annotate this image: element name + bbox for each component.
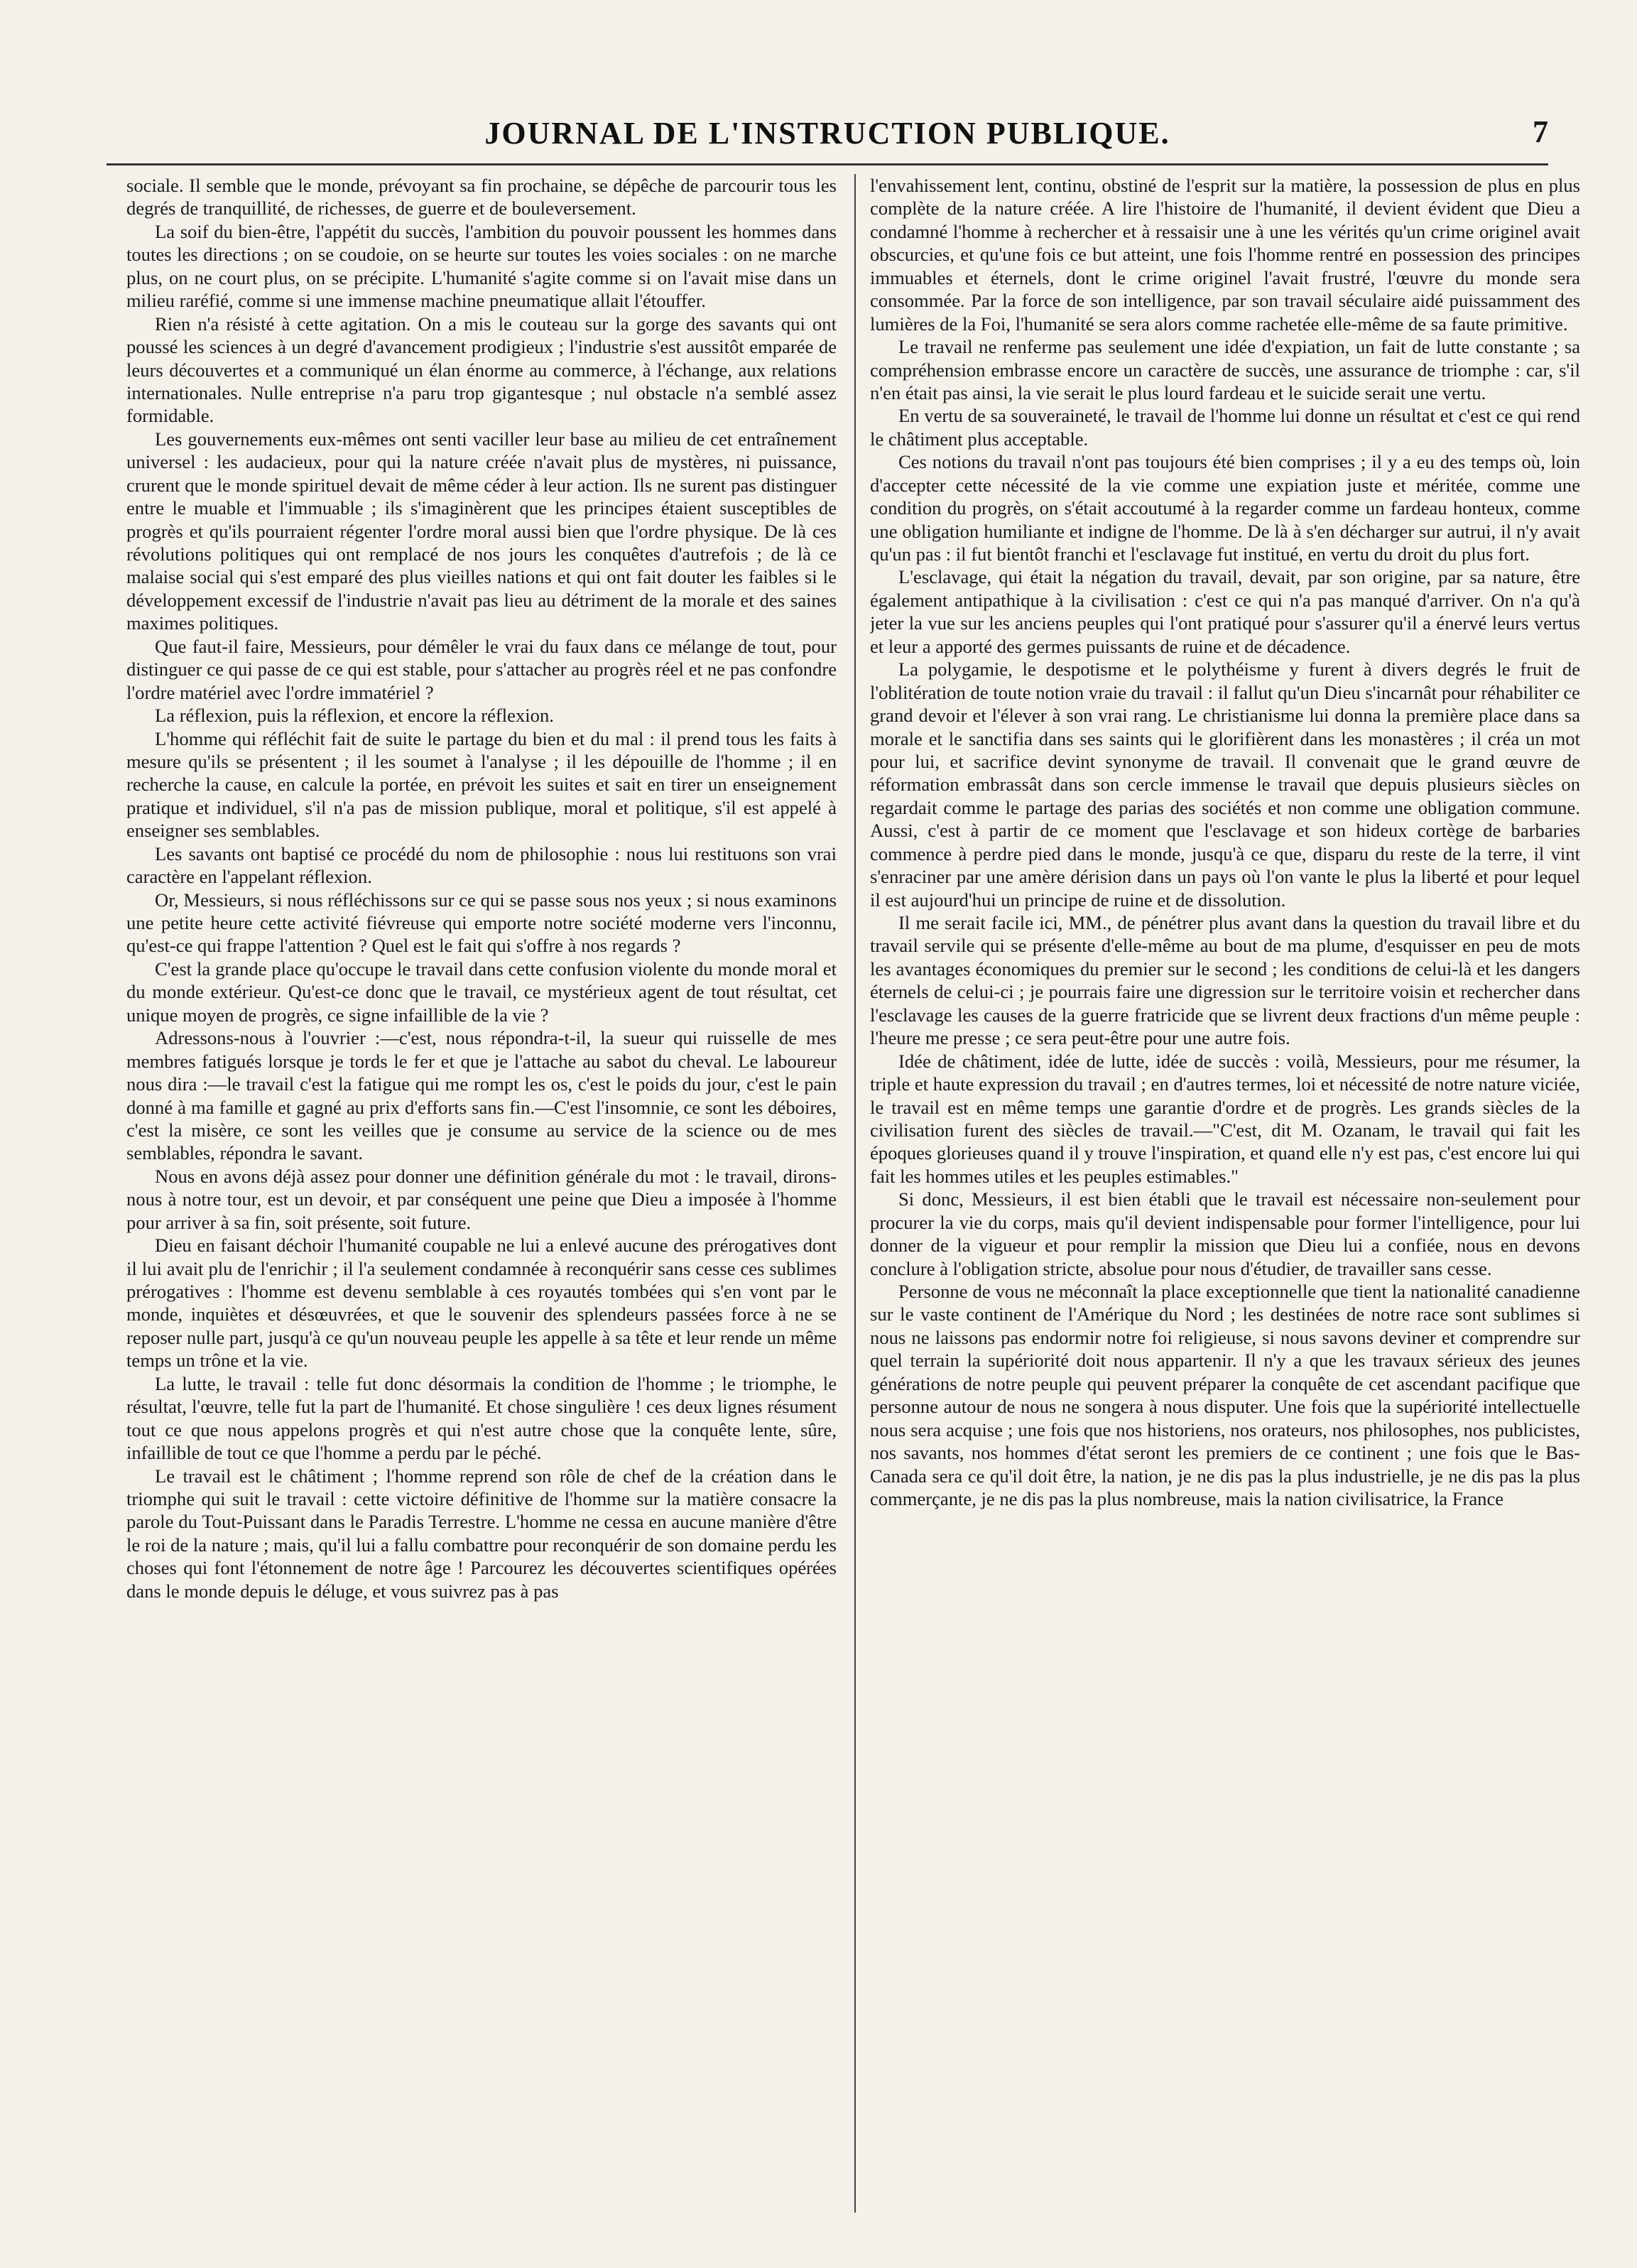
paragraph: Personne de vous ne méconnaît la place exceptionnelle que tient la nationalité canadienne sur le vaste continent de l'Amérique du Nord ; les destinées de notre race sont sublimes si nous ne laissons pas endormir notre foi religieuse, si nous savons deviner et comprendre sur quel terrain la supériorité doit nous appartenir. Il n'y a que les travaux sérieux des jeunes générations de notre peuple qui peuvent préparer la conquête de cet ascendant pacifique que personne autour de nous ne songera à nous disputer. Une fois que la supériorité intellectuelle nous sera acquise ; une fois que nos historiens, nos orateurs, nos philosophes, nos publicistes, nos savants, nos hommes d'état seront les premiers de ce continent ; une fois que le Bas-Canada sera ce qu'il doit être, la nation, je ne dis pas la plus industrielle, je ne dis pas la plus commerçante, je ne dis pas la plus nombreuse, mais la nation civilisatrice, la France [870,1281,1580,1509]
column-divider [854,174,856,2213]
paragraph: Que faut-il faire, Messieurs, pour démêler le vrai du faux dans ce mélange de tout, pour distinguer ce qui passe de ce qui est stable, pour s'attacher au progrès réel et ne pas confondre l'ordre matériel avec l'ordre immatériel ? [126,635,837,703]
paragraph: Adressons-nous à l'ouvrier :—c'est, nous répondra-t-il, la sueur qui ruisselle de mes membres fatigués lorsque je tords le fer et que je l'attache au sabot du cheval. Le laboureur nous dira :—le travail c'est la fatigue qui me rompt les os, c'est le poids du jour, c'est le pain donné à ma famille et gagné au prix d'efforts sans fin.—C'est l'insomnie, ce sont les déboires, c'est la misère, ce sont les veilles que je consume au service de la science ou de mes semblables, répondra le savant. [126,1027,837,1164]
paragraph: La polygamie, le despotisme et le polythéisme y furent à divers degrés le fruit de l'oblitération de toute notion vraie du travail : il fallut qu'un Dieu s'incarnât pour réhabiliter ce grand devoir et l'élever à son vrai rang. Le christianisme lui donna la première place dans sa morale et le sanctifia dans ses saints qui le glorifièrent dans les monastères ; il créa un mot pour lui, et sacrifice devint synonyme de travail. Il convenait que le grand œuvre de réformation embrassât dans son cercle immense le travail que depuis plusieurs siècles on regardait comme le partage des parias des sociétés et non comme une obligation commune. Aussi, c'est à partir de ce moment que l'esclavage et son hideux cortège de barbaries commence à perdre pied dans le monde, jusqu'à ce que, disparu du reste de la terre, il vint s'enraciner par une amère dérision dans un pays où l'on vante le plus la liberté et pour lequel il est aujourd'hui un principe de ruine et de dissolution. [870,658,1580,911]
running-title: JOURNAL DE L'INSTRUCTION PUBLIQUE. [484,116,1170,151]
header-rule [107,163,1548,166]
paragraph: Nous en avons déjà assez pour donner une définition générale du mot : le travail, dirons-nous à notre tour, est un devoir, et par conséquent une peine que Dieu a imposée à l'homme pour arriver à sa fin, soit présente, soit future. [126,1165,837,1233]
paragraph: L'esclavage, qui était la négation du travail, devait, par son origine, par sa nature, être également antipathique à la civilisation : c'est ce qui n'a pas manqué d'arriver. On n'a qu'à jeter la vue sur les anciens peuples qui l'ont pratiqué pour s'assurer qu'il a énervé leurs vertus et leur a apporté des germes puissants de ruine et de décadence. [870,566,1580,657]
paragraph: Dieu en faisant déchoir l'humanité coupable ne lui a enlevé aucune des prérogatives dont il lui avait plu de l'enrichir ; il l'a seulement condamnée à reconquérir sans cesse ces sublimes prérogatives : l'homme est devenu semblable à ces royautés tombées qui s'en vont par le monde, inquiètes et désœuvrées, et que le souvenir des splendeurs passées force à ne se reposer nulle part, jusqu'à ce qu'un nouveau peuple les appelle à sa tête et leur rende un même temps un trône et la vie. [126,1235,837,1372]
paragraph: Ces notions du travail n'ont pas toujours été bien comprises ; il y a eu des temps où, loin d'accepter cette nécessité de la vie comme une expiation juste et méritée, comme une condition du progrès, on s'était accoutumé à la regarder comme un fardeau honteux, comme une obligation humiliante et indigne de l'homme. De là à s'en décharger sur autrui, il n'y avait qu'un pas : il fut bientôt franchi et l'esclavage fut institué, en vertu du droit du plus fort. [870,451,1580,565]
paragraph: sociale. Il semble que le monde, prévoyant sa fin prochaine, se dépêche de parcourir tous les degrés de tranquillité, de richesses, de guerre et de bouleversement. [126,175,837,219]
paragraph: La soif du bien-être, l'appétit du succès, l'ambition du pouvoir poussent les hommes dans toutes les directions ; on se coudoie, on se heurte sur toutes les voies sociales : on ne marche plus, on ne court plus, on se précipite. L'humanité s'agite comme si on l'avait mise dans un milieu raréfié, comme si une immense machine pneumatique allait l'étouffer. [126,220,837,312]
page-number: 7 [1533,114,1548,149]
paragraph: Le travail ne renferme pas seulement une idée d'expiation, un fait de lutte constante ; sa compréhension embrasse encore un caractère de succès, une assurance de triomphe : car, s'il n'en était pas ainsi, la vie serait le plus lourd fardeau et le suicide serait une vertu. [870,336,1580,403]
paragraph: Rien n'a résisté à cette agitation. On a mis le couteau sur la gorge des savants qui ont poussé les sciences à un degré d'avancement prodigieux ; l'industrie s'est aussitôt emparée de leurs découvertes et a communiqué un élan énorme au commerce, à l'échange, aux relations internationales. Nulle entreprise n'a paru trop gigantesque ; nul obstacle n'a semblé assez formidable. [126,313,837,427]
right-column [870,174,1580,2220]
paragraph: Les gouvernements eux-mêmes ont senti vaciller leur base au milieu de cet entraînement universel : les audacieux, pour qui la nature créée n'avait plus de mystères, ni puissance, crurent que le monde spirituel devait de même céder à leur action. Ils ne surent pas distinguer entre le muable et l'immuable ; ils s'imaginèrent que les principes étaient susceptibles de progrès et qu'ils pourraient régenter l'ordre moral aussi bien que l'ordre physique. De là ces révolutions politiques qui ont remplacé de nos jours les conquêtes d'autrefois ; de là ce malaise social qui s'est emparé des plus vieilles nations et qui ont fait douter les faibles si le développement excessif de l'industrie n'avait pas lieu au détriment de la morale et des saines maximes politiques. [126,428,837,634]
paragraph: En vertu de sa souveraineté, le travail de l'homme lui donne un résultat et c'est ce qui rend le châtiment plus acceptable. [870,405,1580,450]
paragraph: Si donc, Messieurs, il est bien établi que le travail est nécessaire non-seulement pour procurer la vie du corps, mais qu'il devient indispensable pour former l'intelligence, pour lui donner de la vigueur et pour remplir la mission que Dieu lui a confiée, nous en devons conclure à l'obligation stricte, absolue pour nous d'étudier, de travailler sans cesse. [870,1188,1580,1279]
paragraph: Idée de châtiment, idée de lutte, idée de succès : voilà, Messieurs, pour me résumer, la triple et haute expression du travail ; en d'autres termes, loi et nécessité de notre nature viciée, le travail est en même temps une garantie d'ordre et de progrès. Les grands siècles de la civilisation furent des siècles de travail.—"C'est, dit M. Ozanam, le travail qui fait les époques glorieuses quand il y trouve l'inspiration, et quand elle n'y est pas, c'est encore lui qui fait les hommes utiles et les peuples estimables." [870,1050,1580,1187]
paragraph: Le travail est le châtiment ; l'homme reprend son rôle de chef de la création dans le triomphe qui suit le travail : cette victoire définitive de l'homme sur la matière consacre la parole du Tout-Puissant dans le Paradis Terrestre. L'homme ne cessa en aucune manière d'être le roi de la nature ; mais, qu'il lui a fallu combattre pour reconquérir de son domaine perdu les choses qui font l'étonnement de notre âge ! Parcourez les découvertes scientifiques opérées dans le monde depuis le déluge, et vous suivrez pas à pas [126,1465,837,1602]
page-header [107,107,1548,156]
paragraph: Les savants ont baptisé ce procédé du nom de philosophie : nous lui restituons son vrai caractère en l'appelant réflexion. [126,842,837,888]
paragraph: l'envahissement lent, continu, obstiné de l'esprit sur la matière, la possession de plus en plus complète de la nature créée. A lire l'histoire de l'humanité, il devient évident que Dieu a condamné l'homme à rechercher et à ressaisir une à une les vérités qu'un crime originel avait obscurcies, et qu'une fois ce but atteint, une fois l'homme rentré en possession des principes immuables et éternels, dont le crime originel l'avait frustré, l'œuvre du monde sera consommée. Par la force de son intelligence, par son travail séculaire aidé puissamment des lumières de la Foi, l'humanité se sera alors comme rachetée elle-même de sa faute primitive. [870,175,1580,335]
left-column [126,174,837,2220]
paragraph: C'est la grande place qu'occupe le travail dans cette confusion violente du monde moral et du monde extérieur. Qu'est-ce donc que le travail, ce mystérieux agent de tout résultat, cet unique moyen de progrès, ce signe infaillible de la vie ? [126,957,837,1026]
paragraph: La lutte, le travail : telle fut donc désormais la condition de l'homme ; le triomphe, le résultat, l'œuvre, telle fut la part de l'humanité. Et chose singulière ! ces deux lignes résument tout ce que nous appelons progrès et qui n'est autre chose que la conquête lente, sûre, infaillible de tout ce que l'homme a perdu par le péché. [126,1372,837,1464]
paragraph: La réflexion, puis la réflexion, et encore la réflexion. [155,705,554,727]
paragraph: Il me serait facile ici, MM., de pénétrer plus avant dans la question du travail libre et du travail servile qui se présente d'elle-même au bout de ma plume, d'esquisser en peu de mots les avantages économiques du premier sur le second ; les conditions de celui-là et les dangers éternels de celui-ci ; je pourrais faire une digression sur le territoire voisin et rechercher dans l'esclavage les causes de la guerre fratricide que se livrent deux fractions d'un même peuple : l'heure me presse ; ce sera peut-être pour une autre fois. [870,912,1580,1049]
paragraph: Or, Messieurs, si nous réfléchissons sur ce qui se passe sous nos yeux ; si nous examinons une petite heure cette activité fiévreuse qui emporte notre société moderne vers l'inconnu, qu'est-ce qui frappe l'attention ? Quel est le fait qui s'offre à nos regards ? [126,889,837,957]
paragraph: L'homme qui réfléchit fait de suite le partage du bien et du mal : il prend tous les faits à mesure qu'ils se présentent ; il les soumet à l'analyse ; il les dépouille de l'homme ; il en recherche la cause, en calcule la portée, en prévoit les suites et sait en tirer un enseignement pratique et individuel, s'il n'a pas de mission publique, moral et politique, s'il est appelé à enseigner ses semblables. [126,727,837,842]
